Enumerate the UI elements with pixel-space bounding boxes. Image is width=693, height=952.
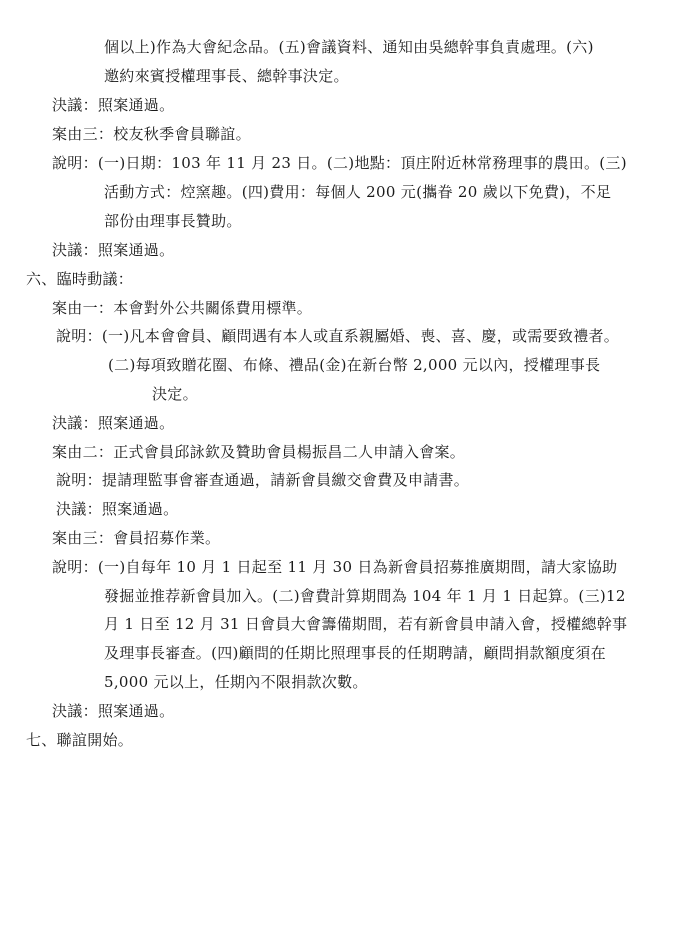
resolution-line: 決議：照案通過。 [52,414,175,432]
text-line: 個以上)作為大會紀念品。(五)會議資料、通知由吳總幹事負責處理。(六) [104,38,594,56]
resolution-line: 決議：照案通過。 [52,96,175,114]
agenda-item-title: 案由一：本會對外公共關係費用標準。 [52,299,313,317]
explanation-line: 說明：(一)凡本會會員、顧問遇有本人或直系親屬婚、喪、喜、慶，或需要致禮者。 [56,327,620,345]
text-line: 邀約來賓授權理事長、總幹事決定。 [104,67,349,85]
resolution-line: 決議：照案通過。 [56,500,179,518]
resolution-line: 決議：照案通過。 [52,241,175,259]
text-line: 5,000 元以上，任期內不限捐款次數。 [104,673,368,691]
agenda-item-title: 案由三：校友秋季會員聯誼。 [52,125,251,143]
explanation-line: 說明：(一)日期：103 年 11 月 23 日。(二)地點：頂庄附近林常務理事的農田。(三) [52,154,627,172]
agenda-item-title: 案由三：會員招募作業。 [52,529,221,547]
text-line: 活動方式：焢窯趣。(四)費用：每個人 200 元(攜眷 20 歲以下免費)，不足 [104,183,612,201]
text-line: 部份由理事長贊助。 [104,212,242,230]
text-line: 月 1 日至 12 月 31 日會員大會籌備期間，若有新會員申請入會，授權總幹事 [104,615,628,633]
explanation-line: 說明：(一)自每年 10 月 1 日起至 11 月 30 日為新會員招募推廣期間，請大家協助 [52,558,618,576]
resolution-line: 決議：照案通過。 [52,702,175,720]
text-line: (二)每項致贈花圈、布條、禮品(金)在新台幣 2,000 元以內，授權理事長 [108,356,601,374]
text-line: 發掘並推荐新會員加入。(二)會費計算期間為 104 年 1 月 1 日起算。(三)12 [104,587,626,605]
section-heading: 七、聯誼開始。 [26,731,134,749]
text-line: 決定。 [152,385,198,403]
explanation-line: 說明：提請理監事會審查通過，請新會員繳交會費及申請書。 [56,471,470,489]
section-heading: 六、臨時動議： [26,270,134,288]
agenda-item-title: 案由二：正式會員邱詠欽及贊助會員楊振昌二人申請入會案。 [52,443,466,461]
text-line: 及理事長審查。(四)顧問的任期比照理事長的任期聘請，顧問捐款額度須在 [104,644,606,662]
